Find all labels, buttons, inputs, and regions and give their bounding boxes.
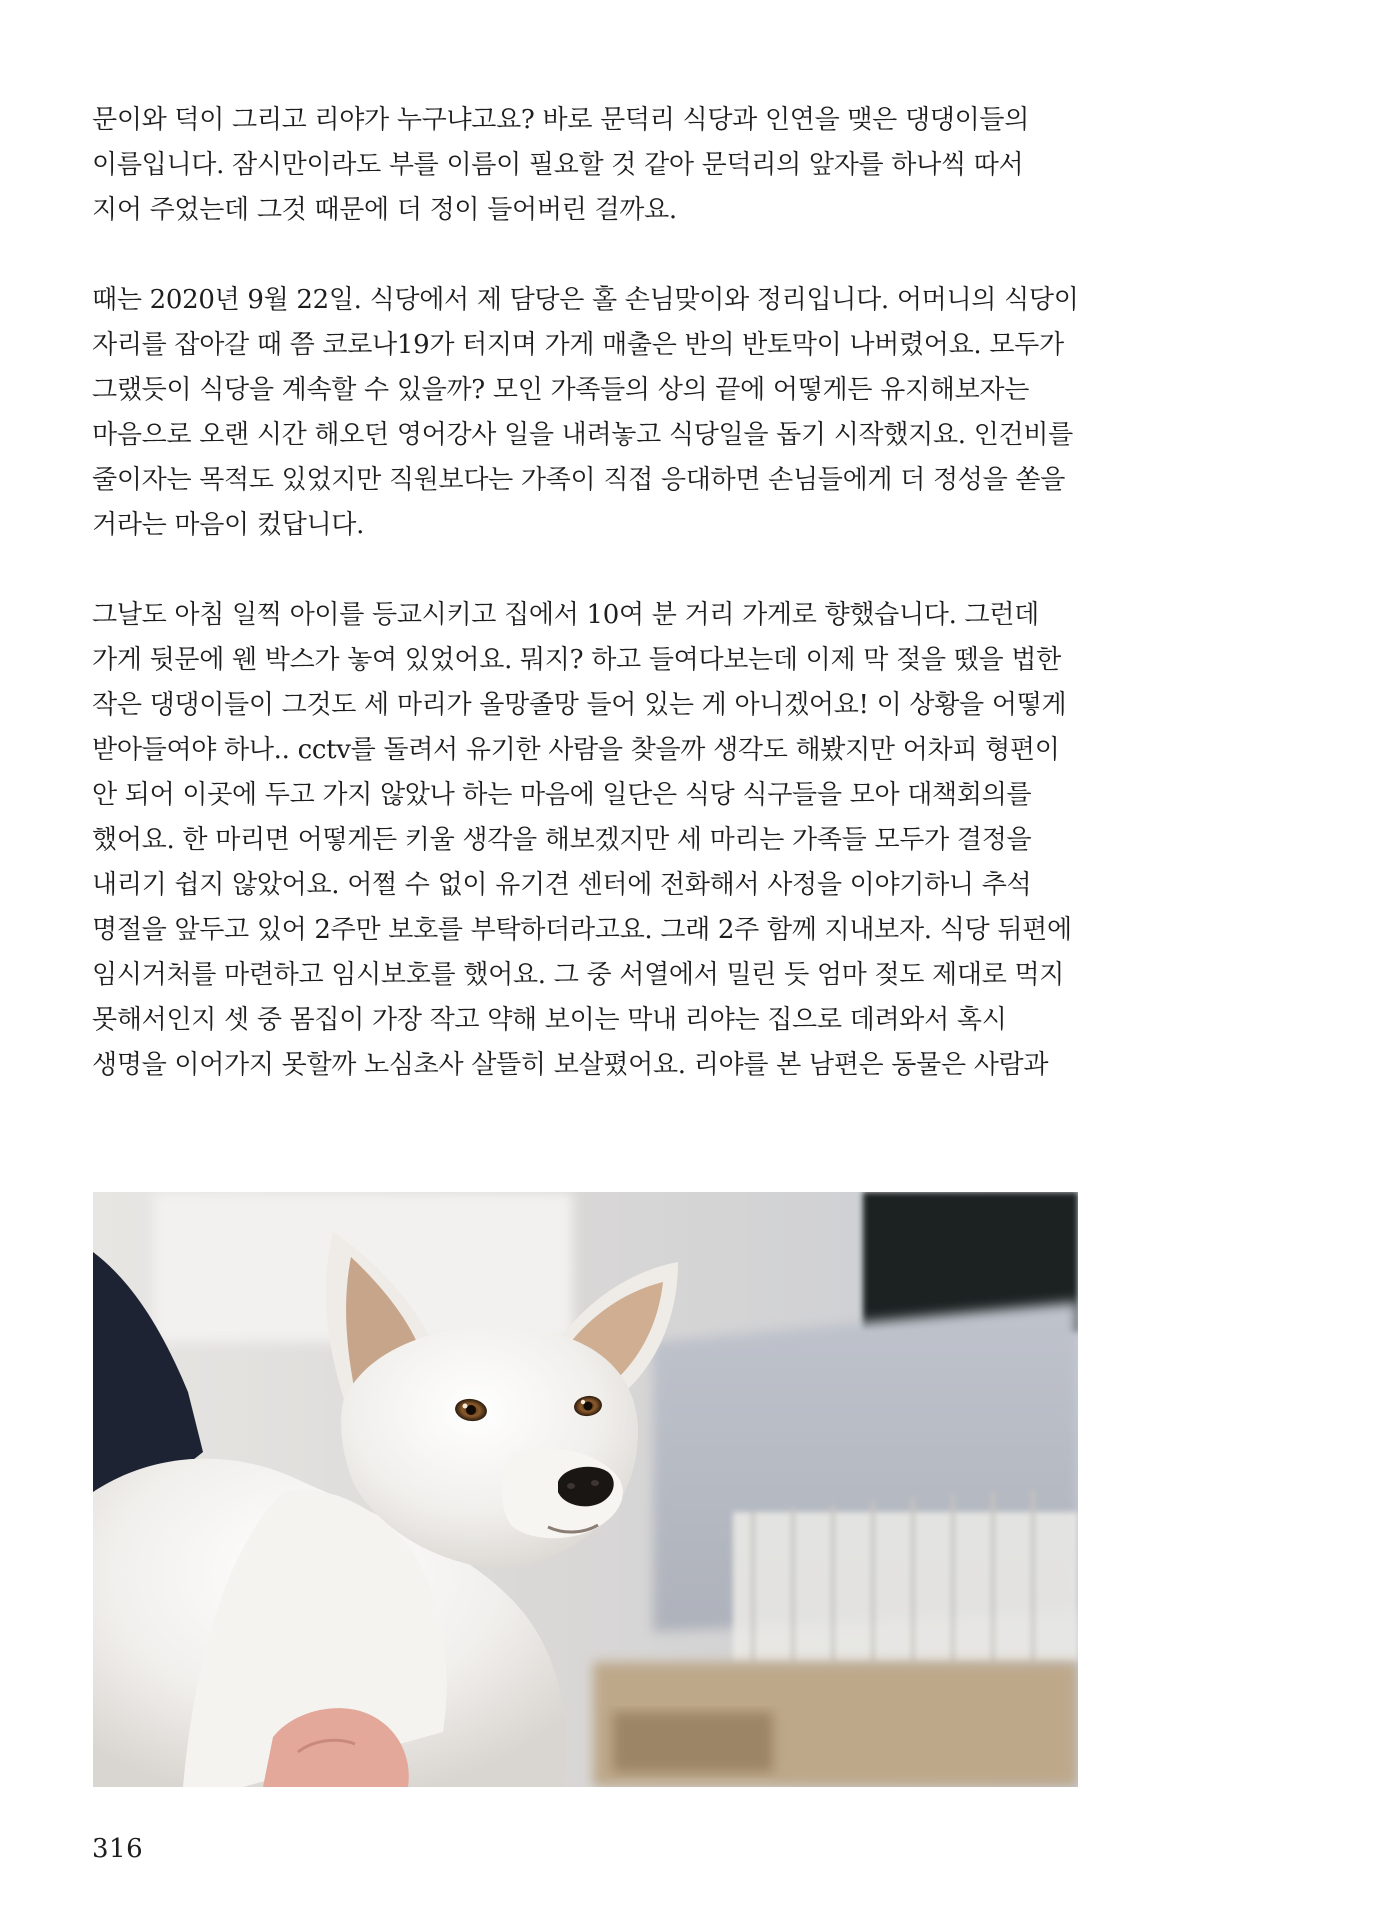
text-line: 받아들여야 하나.. cctv를 돌려서 유기한 사람을 찾을까 생각도 해봤지만 어차피 형편이 [92,735,1060,765]
text-line: 임시거처를 마련하고 임시보호를 했어요. 그 중 서열에서 밀린 듯 엄마 젖도 제대로 먹지 [92,960,1065,990]
text-line: 그날도 아침 일찍 아이를 등교시키고 집에서 10여 분 거리 가게로 향했습니다. 그런데 [92,600,1039,630]
text-line: 명절을 앞두고 있어 2주만 보호를 부탁하더라고요. 그래 2주 함께 지내보자. 식당 뒤편에 [92,915,1072,945]
text-line: 작은 댕댕이들이 그것도 세 마리가 올망졸망 들어 있는 게 아니겠어요! 이 상황을 어떻게 [92,690,1067,720]
dog-photo [93,1192,1078,1787]
text-line: 마음으로 오랜 시간 해오던 영어강사 일을 내려놓고 식당일을 돕기 시작했지요. 인건비를 [92,420,1073,450]
text-line: 때는 2020년 9월 22일. 식당에서 제 담당은 홀 손님맞이와 정리입니다. 어머니의 식당이 [92,285,1079,315]
paragraph-1 [92,98,1092,233]
text-line: 지어 주었는데 그것 때문에 더 정이 들어버린 걸까요. [92,195,677,225]
text-line: 생명을 이어가지 못할까 노심초사 살뜰히 보살폈어요. 리야를 본 남편은 동물은 사람과 [92,1050,1049,1080]
text-line: 그랬듯이 식당을 계속할 수 있을까? 모인 가족들의 상의 끝에 어떻게든 유지해보자는 [92,375,1030,405]
page-number: 316 [92,1834,144,1864]
white-dog-illustration [93,1192,1078,1787]
text-line: 내리기 쉽지 않았어요. 어쩔 수 없이 유기견 센터에 전화해서 사정을 이야기하니 추석 [92,870,1032,900]
text-line: 안 되어 이곳에 두고 가지 않았나 하는 마음에 일단은 식당 식구들을 모아 대책회의를 [92,780,1032,810]
text-line: 자리를 잡아갈 때 쯤 코로나19가 터지며 가게 매출은 반의 반토막이 나버렸어요. 모두가 [92,330,1064,360]
text-line: 했어요. 한 마리면 어떻게든 키울 생각을 해보겠지만 세 마리는 가족들 모두가 결정을 [92,825,1032,855]
paragraph-3 [92,593,1092,1088]
paragraph-2 [92,278,1092,548]
text-line: 문이와 덕이 그리고 리야가 누구냐고요? 바로 문덕리 식당과 인연을 맺은 댕댕이들의 [92,105,1030,135]
text-line: 거라는 마음이 컸답니다. [92,510,365,540]
body-text [92,98,1092,1133]
text-line: 이름입니다. 잠시만이라도 부를 이름이 필요할 것 같아 문덕리의 앞자를 하나씩 따서 [92,150,1024,180]
text-line: 줄이자는 목적도 있었지만 직원보다는 가족이 직접 응대하면 손님들에게 더 정성을 쏟을 [92,465,1066,495]
text-line: 가게 뒷문에 웬 박스가 놓여 있었어요. 뭐지? 하고 들여다보는데 이제 막 젖을 뗐을 법한 [92,645,1061,675]
text-line: 못해서인지 셋 중 몸집이 가장 작고 약해 보이는 막내 리야는 집으로 데려와서 혹시 [92,1005,1007,1035]
